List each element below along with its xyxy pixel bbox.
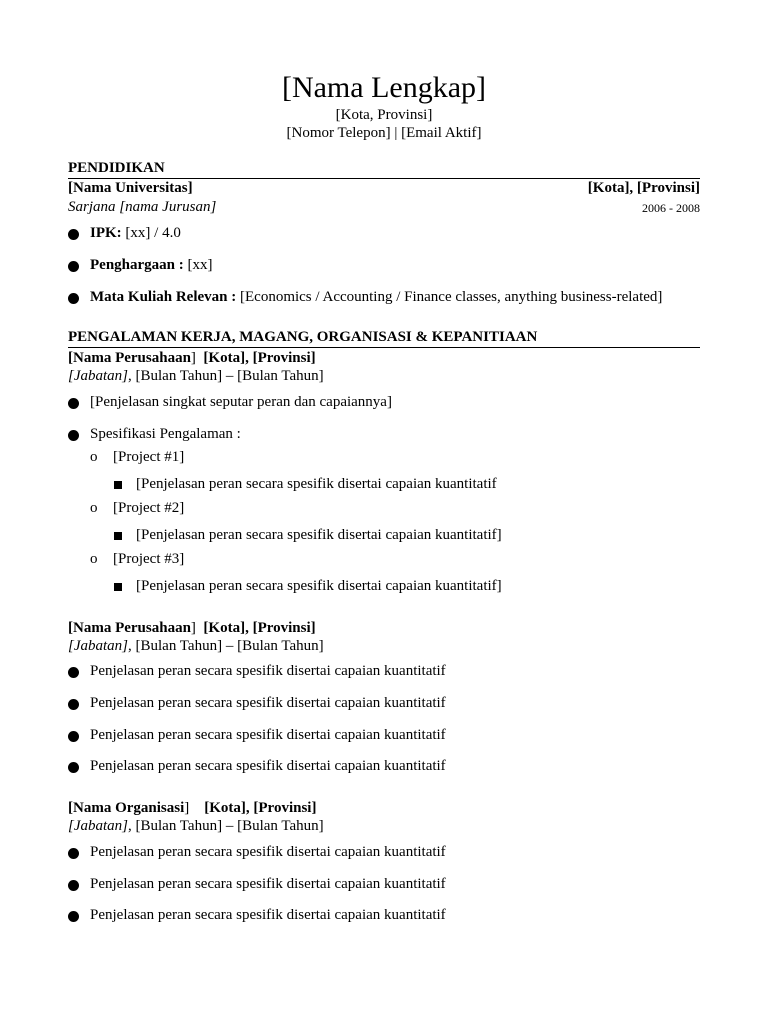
list-item-text: Penjelasan peran secara spesifik disertai capaian kuantitatif — [90, 844, 446, 860]
bullet-icon — [68, 293, 79, 304]
role: [Jabatan] — [68, 818, 128, 834]
full-name: [Nama Lengkap] — [281, 71, 487, 104]
contact-info: [Nomor Telepon] | [Email Aktif] — [286, 125, 482, 141]
bullet-icon — [68, 261, 79, 272]
item-value: [xx] / 4.0 — [121, 225, 181, 241]
role-row — [68, 637, 700, 655]
bullet-icon — [68, 848, 79, 859]
org-name: [Nama Perusahaan — [68, 620, 191, 636]
degree: Sarjana [nama Jurusan] — [68, 199, 217, 215]
circle-bullet-icon: o — [90, 500, 98, 516]
list-item-text: Penjelasan peran secara spesifik disertai capaian kuantitatif — [90, 758, 446, 774]
item-label: Mata Kuliah Relevan : — [90, 289, 237, 305]
role-row — [68, 367, 700, 385]
bullet-icon — [68, 699, 79, 710]
university-row — [68, 179, 700, 197]
org-row — [68, 799, 700, 817]
org-bracket: ] — [190, 350, 196, 366]
project-detail-text: [Penjelasan peran secara spesifik disertai capaian kuantitatif — [136, 476, 497, 492]
item-value: [xx] — [183, 257, 213, 273]
university-location: [Kota], [Provinsi] — [587, 180, 700, 196]
bullet-icon — [68, 880, 79, 891]
university-name: [Nama Universitas] — [68, 180, 193, 196]
bullet-icon — [68, 430, 79, 441]
square-bullet-icon — [114, 532, 122, 540]
item-label: Penghargaan : — [90, 257, 184, 273]
org-name: [Nama Organisasi — [68, 800, 185, 816]
list-item-text: Penjelasan peran secara spesifik disertai capaian kuantitatif — [90, 663, 446, 679]
circle-bullet-icon: o — [90, 551, 98, 567]
list-item-text: Spesifikasi Pengalaman : — [90, 426, 241, 442]
org-bracket: ] — [190, 620, 196, 636]
address: [Kota, Provinsi] — [335, 107, 433, 123]
bullet-icon — [68, 667, 79, 678]
org-location: [Kota], [Provinsi] — [204, 800, 317, 816]
study-years: 2006 - 2008 — [642, 201, 700, 215]
project-name: [Project #1] — [113, 449, 185, 465]
item-label: IPK: — [90, 225, 122, 241]
item-value: [Economics / Accounting / Finance classes, anything business-related] — [236, 289, 663, 305]
circle-bullet-icon: o — [90, 449, 98, 465]
square-bullet-icon — [114, 583, 122, 591]
project-name: [Project #2] — [113, 500, 185, 516]
section-title-experience: PENGALAMAN KERJA, MAGANG, ORGANISASI & KEPANITIAAN — [68, 328, 700, 348]
square-bullet-icon — [114, 481, 122, 489]
bullet-icon — [68, 762, 79, 773]
bullet-icon — [68, 398, 79, 409]
org-name: [Nama Perusahaan — [68, 350, 191, 366]
role-period: , [Bulan Tahun] – [Bulan Tahun] — [128, 638, 324, 654]
project-detail-text: [Penjelasan peran secara spesifik disertai capaian kuantitatif] — [136, 527, 502, 543]
bullet-icon — [68, 731, 79, 742]
org-row — [68, 619, 700, 637]
list-item-text: Penjelasan peran secara spesifik disertai capaian kuantitatif — [90, 876, 446, 892]
bullet-icon — [68, 229, 79, 240]
role-row — [68, 817, 700, 835]
role: [Jabatan] — [68, 368, 128, 384]
org-row — [68, 349, 700, 367]
section-title-education: PENDIDIKAN — [68, 159, 700, 179]
list-item-text: Penjelasan peran secara spesifik disertai capaian kuantitatif — [90, 907, 446, 923]
org-bracket: ] — [184, 800, 190, 816]
list-item-text: [Penjelasan singkat seputar peran dan capaiannya] — [90, 394, 392, 410]
org-location: [Kota], [Provinsi] — [203, 620, 316, 636]
list-item-text: Penjelasan peran secara spesifik disertai capaian kuantitatif — [90, 695, 446, 711]
org-location: [Kota], [Provinsi] — [203, 350, 316, 366]
role-period: , [Bulan Tahun] – [Bulan Tahun] — [128, 818, 324, 834]
degree-row — [68, 198, 700, 216]
bullet-icon — [68, 911, 79, 922]
list-item-text: Penjelasan peran secara spesifik disertai capaian kuantitatif — [90, 727, 446, 743]
role: [Jabatan] — [68, 638, 128, 654]
role-period: , [Bulan Tahun] – [Bulan Tahun] — [128, 368, 324, 384]
project-detail-text: [Penjelasan peran secara spesifik disertai capaian kuantitatif] — [136, 578, 502, 594]
project-name: [Project #3] — [113, 551, 185, 567]
